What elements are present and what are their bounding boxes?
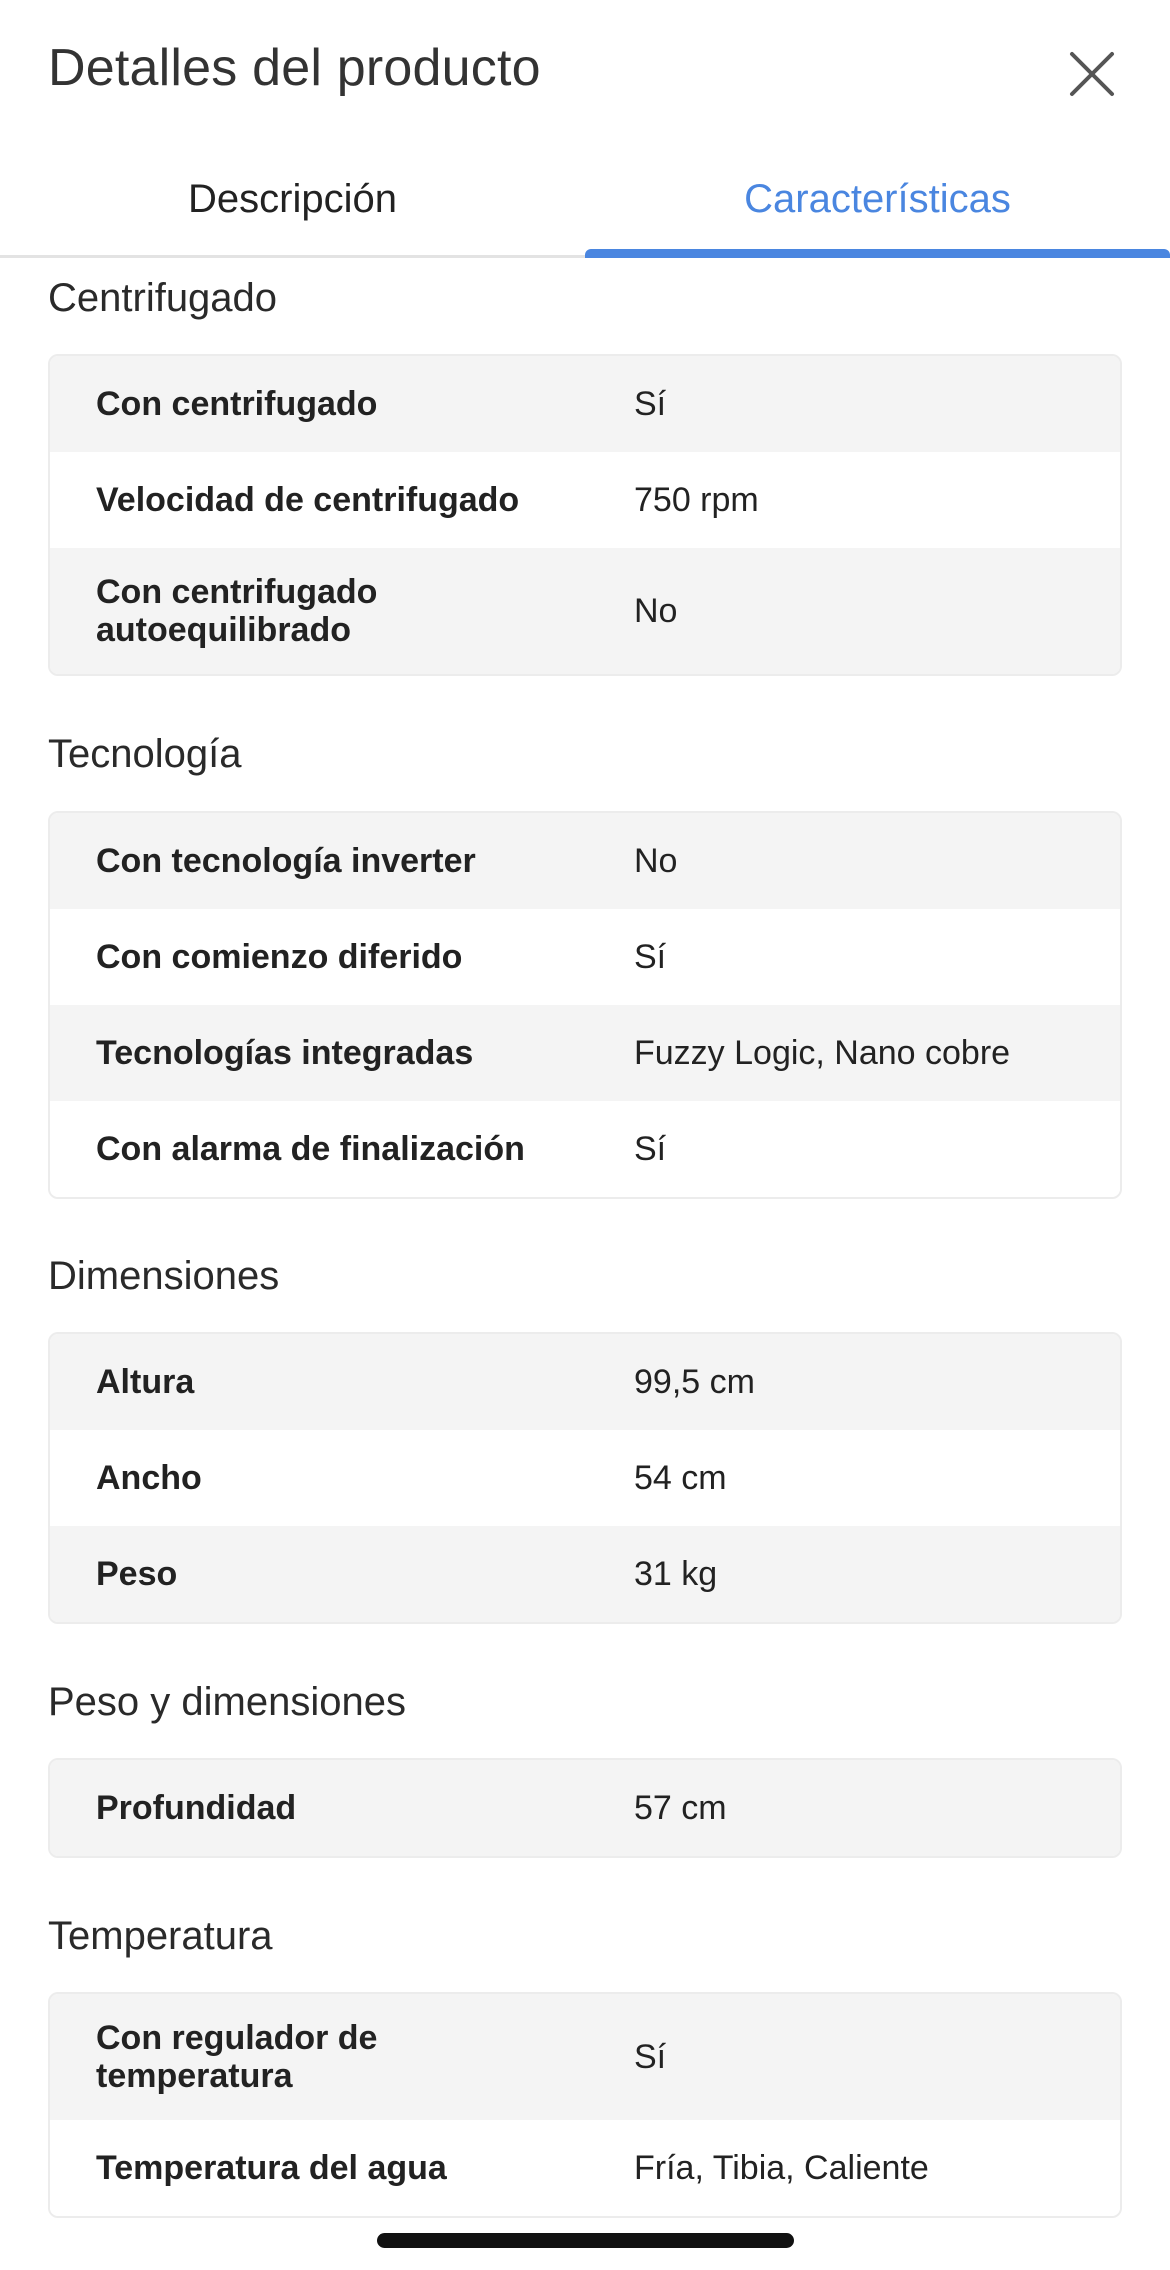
table-row: [50, 1005, 1120, 1101]
row-value: Fría, Tibia, Caliente: [634, 2148, 929, 2187]
row-value: 31 kg: [634, 1554, 718, 1593]
close-button[interactable]: [1062, 44, 1122, 104]
table-row: [50, 1994, 1120, 2120]
section-card-dimensiones: [48, 1332, 1122, 1624]
section-title-tecnologia: Tecnología: [48, 732, 242, 776]
row-label: Con comienzo diferido: [96, 938, 463, 976]
table-row: [50, 1334, 1120, 1430]
row-label: Peso: [96, 1555, 178, 1593]
sheet-header: [0, 0, 1170, 140]
tab-bar: [0, 140, 1170, 258]
row-label: Con centrifugado: [96, 385, 378, 423]
section-title-centrifugado: Centrifugado: [48, 276, 278, 320]
characteristics-list[interactable]: [0, 258, 1170, 2270]
table-row: [50, 548, 1120, 674]
row-label: Con regulador de temperatura: [96, 2019, 378, 2095]
row-label: Ancho: [96, 1459, 202, 1497]
row-label: Profundidad: [96, 1789, 297, 1827]
section-title-dimensiones: Dimensiones: [48, 1254, 280, 1298]
row-value: Sí: [634, 384, 667, 423]
page-title: Detalles del producto: [48, 39, 541, 97]
row-value: 750 rpm: [634, 480, 759, 519]
active-tab-indicator: [585, 249, 1170, 258]
table-row: [50, 356, 1120, 452]
section-card-temperatura: [48, 1992, 1122, 2218]
tab-caracteristicas[interactable]: Características: [744, 176, 1011, 221]
table-row: [50, 452, 1120, 548]
row-value: 99,5 cm: [634, 1362, 755, 1401]
row-label: Con centrifugado autoequilibrado: [96, 573, 378, 649]
row-value: Fuzzy Logic, Nano cobre: [634, 1033, 1011, 1072]
row-label: Temperatura del agua: [96, 2149, 447, 2187]
home-indicator[interactable]: [377, 2233, 794, 2248]
table-row: [50, 2120, 1120, 2216]
table-row: [50, 1760, 1120, 1856]
table-row: [50, 1101, 1120, 1197]
row-value: Sí: [634, 937, 667, 976]
table-row: [50, 909, 1120, 1005]
row-label: Con alarma de finalización: [96, 1130, 525, 1168]
table-row: [50, 1430, 1120, 1526]
row-label: Velocidad de centrifugado: [96, 481, 520, 519]
row-label: Con tecnología inverter: [96, 842, 476, 880]
section-card-centrifugado: [48, 354, 1122, 676]
row-value: No: [634, 591, 678, 630]
close-icon: [1062, 44, 1122, 104]
row-value: No: [634, 841, 678, 880]
section-title-peso-y-dimensiones: Peso y dimensiones: [48, 1680, 406, 1724]
section-card-tecnologia: [48, 811, 1122, 1199]
row-value: 54 cm: [634, 1458, 727, 1497]
row-value: Sí: [634, 2037, 667, 2076]
row-label: Tecnologías integradas: [96, 1034, 474, 1072]
row-value: 57 cm: [634, 1788, 727, 1827]
row-value: Sí: [634, 1129, 667, 1168]
table-row: [50, 813, 1120, 909]
row-label: Altura: [96, 1363, 195, 1401]
tab-descripcion[interactable]: Descripción: [188, 176, 397, 221]
section-card-peso-y-dimensiones: [48, 1758, 1122, 1858]
table-row: [50, 1526, 1120, 1622]
section-title-temperatura: Temperatura: [48, 1914, 273, 1958]
